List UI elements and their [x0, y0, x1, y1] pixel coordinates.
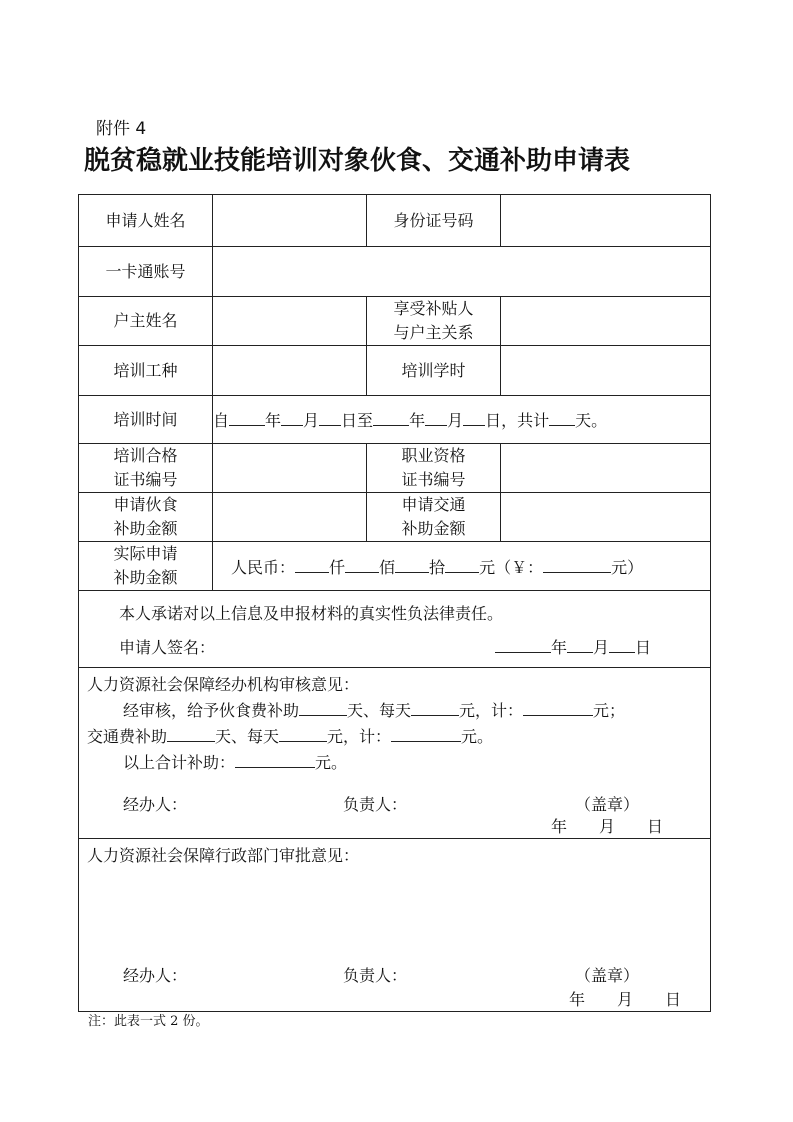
training-cert-label-line1: 培训合格: [113, 446, 178, 465]
row-training-time: [79, 396, 711, 444]
qualification-cert-field[interactable]: [501, 444, 711, 493]
training-cert-label: [79, 444, 213, 493]
agency-review-line1[interactable]: [123, 698, 625, 721]
row-householder: [79, 297, 711, 346]
row-dept-approval: [79, 839, 711, 1012]
sign-day-blank[interactable]: [609, 638, 635, 653]
start-year-blank[interactable]: [229, 411, 265, 426]
relation-label-line2: 与户主关系: [393, 323, 474, 342]
traffic-subsidy-text: 交通费补助: [87, 727, 168, 746]
meal-per-day-text: 天、每天: [347, 701, 412, 720]
training-cert-label-line2: 证书编号: [113, 470, 178, 489]
training-cert-field[interactable]: [213, 444, 367, 493]
training-time-year2: 年: [409, 411, 426, 430]
dept-leader-label: 负责人：: [343, 966, 408, 985]
row-agency-review: [79, 668, 711, 839]
meal-apply-label-line1: 申请伙食: [113, 495, 178, 514]
row-actual-amount: [79, 542, 711, 591]
training-time-year: 年: [265, 411, 282, 430]
meal-apply-field[interactable]: [213, 493, 367, 542]
end-month-blank[interactable]: [425, 411, 447, 426]
sign-month: 月: [593, 638, 610, 657]
traffic-apply-label: [367, 493, 501, 542]
training-time-label: 培训时间: [79, 396, 213, 444]
dept-stamp-label: （盖章）: [575, 966, 640, 985]
traffic-apply-label-line1: 申请交通: [401, 495, 466, 514]
agency-review-line3[interactable]: [123, 750, 347, 773]
thousand-blank[interactable]: [295, 558, 329, 573]
applicant-name-label: 申请人姓名: [79, 195, 213, 247]
traffic-daily-amount-blank[interactable]: [279, 727, 327, 742]
sign-year-blank[interactable]: [495, 638, 551, 653]
meal-subsidy-text: 经审核，给予伙食费补助: [123, 701, 300, 720]
training-type-label: 培训工种: [79, 346, 213, 396]
rmb-bai: 佰: [379, 557, 396, 577]
amount-number-blank[interactable]: [543, 558, 611, 573]
actual-amount-label-line2: 补助金额: [113, 568, 178, 587]
end-year-blank[interactable]: [373, 411, 409, 426]
rmb-yuan: 元（￥：: [479, 557, 544, 577]
relation-label: [367, 297, 501, 346]
training-time-field[interactable]: [213, 396, 711, 444]
qualification-cert-label: [367, 444, 501, 493]
traffic-apply-label-line2: 补助金额: [401, 519, 466, 538]
relation-label-line1: 享受补贴人: [393, 299, 474, 318]
agency-review-heading: 人力资源社会保障经办机构审核意见：: [87, 675, 360, 694]
rmb-qian: 仟: [329, 557, 346, 577]
training-type-field[interactable]: [213, 346, 367, 396]
footnote: 注：此表一式 2 份。: [88, 1014, 209, 1029]
actual-amount-label-line1: 实际申请: [113, 544, 178, 563]
pledge-cell: [79, 591, 711, 668]
training-time-day-to: 日至: [341, 411, 374, 430]
training-time-month: 月: [303, 411, 320, 430]
training-hours-label: 培训学时: [367, 346, 501, 396]
id-number-field[interactable]: [501, 195, 711, 247]
meal-apply-label: [79, 493, 213, 542]
training-time-days: 天。: [575, 411, 608, 430]
agency-handler-label: 经办人：: [123, 795, 188, 814]
start-month-blank[interactable]: [281, 411, 303, 426]
agency-review-date[interactable]: 年 月 日: [551, 817, 664, 836]
householder-name-field[interactable]: [213, 297, 367, 346]
meal-days-blank[interactable]: [299, 701, 347, 716]
training-hours-field[interactable]: [501, 346, 711, 396]
dept-handler-label: 经办人：: [123, 966, 188, 985]
householder-name-label: 户主姓名: [79, 297, 213, 346]
actual-amount-field[interactable]: [213, 542, 711, 591]
row-card-account: [79, 247, 711, 297]
qualification-cert-label-line2: 证书编号: [401, 470, 466, 489]
form-title: 脱贫稳就业技能培训对象伙食、交通补助申请表: [84, 146, 631, 176]
agency-stamp-label: （盖章）: [575, 795, 640, 814]
grand-total-yuan: 元。: [315, 753, 348, 772]
row-certificates: [79, 444, 711, 493]
application-form-table: [78, 194, 711, 1012]
card-account-field[interactable]: [213, 247, 711, 297]
traffic-total-blank[interactable]: [391, 727, 461, 742]
rmb-shi: 拾: [429, 557, 446, 577]
sign-day: 日: [635, 638, 652, 657]
traffic-yuan: 元。: [461, 727, 494, 746]
pledge-statement: 本人承诺对以上信息及申报材料的真实性负法律责任。: [119, 604, 504, 623]
sign-year: 年: [551, 638, 568, 657]
hundred-blank[interactable]: [345, 558, 379, 573]
traffic-days-blank[interactable]: [167, 727, 215, 742]
training-time-from: 自: [213, 411, 230, 430]
rmb-yuan-close: 元）: [611, 557, 644, 577]
attachment-label: 附件 4: [96, 119, 147, 139]
meal-total-text: 元，计：: [459, 701, 524, 720]
signature-label: 申请人签名：: [119, 638, 216, 657]
row-applicant: [79, 195, 711, 247]
pledge-date[interactable]: [495, 635, 651, 658]
grand-total-blank[interactable]: [235, 753, 315, 768]
row-training-type: [79, 346, 711, 396]
rmb-label: 人民币：: [231, 557, 296, 577]
start-day-blank[interactable]: [319, 411, 341, 426]
training-time-month2: 月: [447, 411, 464, 430]
applicant-name-field[interactable]: [213, 195, 367, 247]
agency-review-line2[interactable]: [87, 724, 493, 747]
training-time-total: 日，共计: [485, 411, 550, 430]
dept-approval-cell: [79, 839, 711, 1012]
qualification-cert-label-line1: 职业资格: [401, 446, 466, 465]
dept-approval-heading: 人力资源社会保障行政部门审批意见：: [87, 846, 360, 865]
row-subsidy-apply: [79, 493, 711, 542]
meal-daily-amount-blank[interactable]: [411, 701, 459, 716]
total-days-blank[interactable]: [549, 411, 575, 426]
end-day-blank[interactable]: [463, 411, 485, 426]
card-account-label: 一卡通账号: [79, 247, 213, 297]
relation-field[interactable]: [501, 297, 711, 346]
meal-total-blank[interactable]: [523, 701, 593, 716]
id-number-label: 身份证号码: [367, 195, 501, 247]
dept-approval-date[interactable]: 年 月 日: [569, 990, 682, 1009]
traffic-apply-field[interactable]: [501, 493, 711, 542]
meal-apply-label-line2: 补助金额: [113, 519, 178, 538]
agency-leader-label: 负责人：: [343, 795, 408, 814]
traffic-total-text: 元，计：: [327, 727, 392, 746]
agency-review-cell: [79, 668, 711, 839]
row-pledge: [79, 591, 711, 668]
meal-yuan: 元；: [593, 701, 626, 720]
actual-amount-label: [79, 542, 213, 591]
grand-total-text: 以上合计补助：: [123, 753, 236, 772]
sign-month-blank[interactable]: [567, 638, 593, 653]
yuan-blank[interactable]: [445, 558, 479, 573]
traffic-per-day-text: 天、每天: [215, 727, 280, 746]
ten-blank[interactable]: [395, 558, 429, 573]
